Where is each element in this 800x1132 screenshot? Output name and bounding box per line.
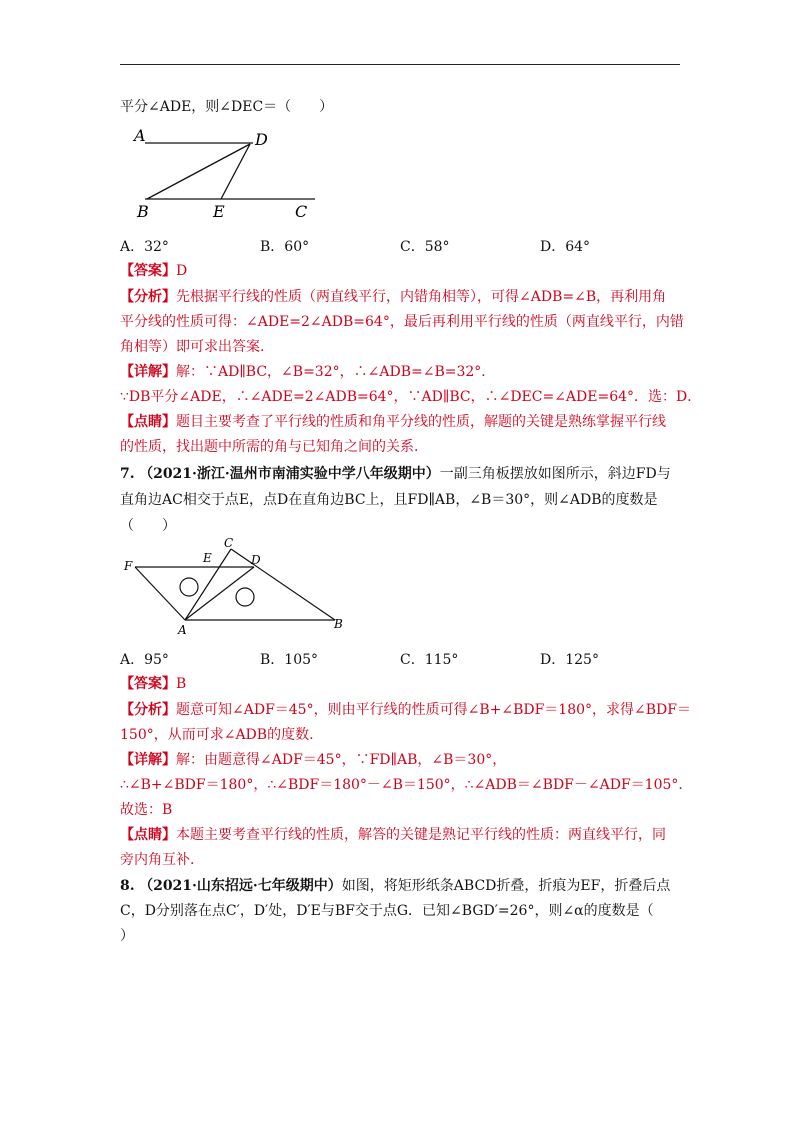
q7-figure — [120, 535, 360, 640]
q8-stem-2: C，D分别落在点C′，D′处，D′E与BF交于点G．已知∠BGD′=26°，则∠α的度数是（ — [120, 903, 654, 919]
label-e: E — [213, 202, 225, 221]
q7-analysis-2: 150°，从而可求∠ADB的度数. — [120, 727, 314, 743]
label-f: F — [124, 559, 133, 573]
analysis-tag: 【分析】 — [120, 289, 176, 305]
q7-detail-1 — [120, 751, 680, 769]
q7-comment-2: 旁内角互补. — [120, 852, 195, 868]
label-c: C — [295, 202, 308, 221]
q7-stem-1 — [120, 465, 680, 483]
q8-source: （2021·山东招远·七年级期中） — [139, 878, 342, 894]
q7-number: 7. — [120, 466, 135, 482]
q7-detail-2: ∴∠B+∠BDF＝180°，∴∠BDF＝180°－∠B＝150°，∴∠ADB＝∠BDF－∠ADF＝105°． — [120, 777, 693, 793]
answer-tag: 【答案】 — [120, 263, 176, 279]
q7-option-d[interactable]: D．125° — [540, 652, 599, 668]
q7-option-a[interactable]: A．95° — [120, 652, 169, 668]
detail-text: 解：∵AD∥BC，∠B=32°，∴∠ADB=∠B=32°． — [176, 364, 496, 380]
line-cb — [231, 549, 335, 620]
q8-stem-text: 如图，将矩形纸条ABCD折叠，折痕为EF，折叠后点 — [341, 878, 671, 894]
answer-value: D — [176, 263, 188, 279]
q7-stem-text: 一副三角板摆放如图所示，斜边FD与 — [439, 466, 671, 482]
label-e7: E — [203, 551, 212, 565]
line-fa — [135, 567, 185, 620]
q7-stem-3: （ ） — [120, 518, 176, 534]
analysis-text: 题意可知∠ADF＝45°，则由平行线的性质可得∠B+∠BDF＝180°，求得∠BDF＝ — [176, 702, 691, 718]
comment-tag: 【点睛】 — [120, 414, 176, 430]
header-rule — [120, 64, 680, 65]
q7-option-c[interactable]: C．115° — [400, 652, 459, 668]
analysis-text: 先根据平行线的性质（两直线平行，内错角相等），可得∠ADB=∠B，再利用角 — [176, 289, 667, 305]
q6-comment-2: 的性质，找出题中所需的角与已知角之间的关系. — [120, 439, 419, 455]
q6-option-a[interactable]: A．32° — [120, 239, 169, 255]
line-bd — [147, 144, 250, 199]
label-d7: D — [251, 553, 261, 567]
q7-comment-1 — [120, 826, 680, 844]
q7-analysis-1 — [120, 701, 691, 719]
q6-option-d[interactable]: D．64° — [540, 239, 591, 255]
q6-answer — [120, 262, 680, 280]
triangle-hole-left — [180, 578, 198, 596]
comment-tag: 【点睛】 — [120, 827, 176, 843]
q6-detail-2: ∵DB平分∠ADE，∴∠ADE=2∠ADB=64°，∵AD∥BC，∴∠DEC=∠ADE=64°．选：D． — [120, 389, 702, 405]
q8-stem-3: ） — [120, 928, 134, 944]
comment-text: 本题主要考查平行线的性质，解答的关键是熟记平行线的性质：两直线平行，同 — [176, 827, 666, 843]
q6-figure — [125, 125, 325, 225]
q7-stem-2: 直角边AC相交于点E，点D在直角边BC上，且FD∥AB，∠B＝30°，则∠ADB的度数是 — [120, 492, 658, 508]
triangle-hole-right — [236, 588, 254, 606]
detail-tag: 【详解】 — [120, 364, 176, 380]
label-a: A — [134, 126, 146, 145]
q7-detail-3: 故选：B — [120, 802, 173, 818]
q6-analysis-2: 平分线的性质可得：∠ADE=2∠ADB=64°，最后再利用平行线的性质（两直线平行，内错 — [120, 314, 684, 330]
comment-text: 题目主要考查了平行线的性质和角平分线的性质，解题的关键是熟练掌握平行线 — [176, 414, 666, 430]
answer-value: B — [176, 676, 187, 692]
q7-source: （2021·浙江·温州市南浦实验中学八年级期中） — [139, 466, 440, 482]
label-a7: A — [178, 623, 187, 637]
q7-option-b[interactable]: B．105° — [260, 652, 319, 668]
answer-tag: 【答案】 — [120, 676, 176, 692]
label-d: D — [255, 130, 268, 149]
label-c7: C — [224, 536, 234, 550]
detail-tag: 【详解】 — [120, 752, 176, 768]
q8-number: 8. — [120, 878, 135, 894]
q6-comment-1 — [120, 413, 680, 431]
q8-stem-1 — [120, 877, 680, 895]
q6-analysis-3: 角相等）即可求出答案. — [120, 339, 265, 355]
q6-option-c[interactable]: C．58° — [400, 239, 450, 255]
analysis-tag: 【分析】 — [120, 702, 176, 718]
label-b: B — [137, 202, 149, 221]
q6-analysis-1 — [120, 288, 680, 306]
q6-stem: 平分∠ADE，则∠DEC＝（ ） — [120, 99, 334, 115]
detail-text: 解：由题意得∠ADF＝45°，∵FD∥AB，∠B＝30°， — [176, 752, 507, 768]
q6-option-b[interactable]: B．60° — [260, 239, 310, 255]
q6-detail-1 — [120, 363, 680, 381]
label-b7: B — [334, 617, 343, 631]
q7-answer — [120, 675, 680, 693]
